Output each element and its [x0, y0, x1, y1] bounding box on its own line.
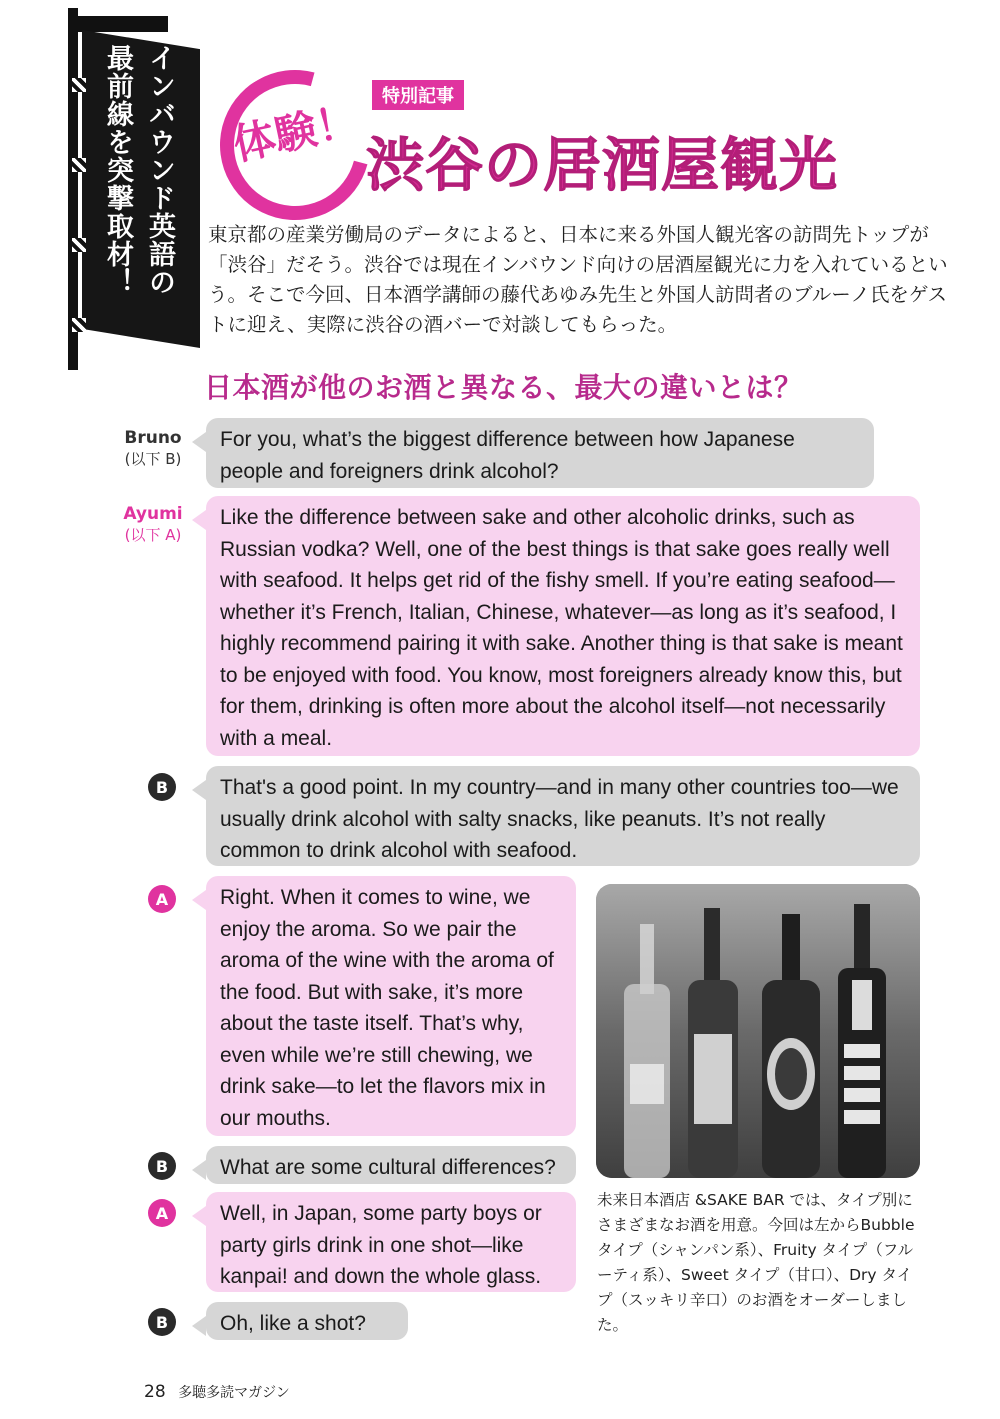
banner-ring — [72, 158, 86, 172]
page-title: 渋谷の居酒屋観光 — [366, 131, 839, 199]
title-label: 特別記事 — [372, 80, 464, 110]
speaker-badge-b: B — [148, 1152, 176, 1180]
speaker-name: Bruno — [124, 428, 182, 448]
title-taiken: 体験！ — [228, 95, 363, 170]
dialogue-bubble-7: Oh, like a shot? — [206, 1302, 408, 1340]
dialogue-bubble-5: What are some cultural differences? — [206, 1146, 576, 1184]
dialogue-bubble-4: Right. When it comes to wine, we enjoy the aroma. So we pair the aroma of the wine with the aroma of the food. But with sake, it’s more about the taste itself. That’s why, even while we’re still chewing, we drink sake—to let the flavors mix in our mouths. — [206, 876, 576, 1136]
bottles-illustration — [596, 884, 920, 1178]
dialogue-bubble-2: Like the difference between sake and other alcoholic drinks, such as Russian vodka? Well, one of the best things is that sake goes really well with seafood. It helps get rid of the fishy smell. If you’re eating seafood—whether it’s French, Italian, Chinese, whatever—as long as it’s seafood, I highly recommend pairing it with sake. Another thing is that sake is meant to be enjoyed with food. You know, most foreigners already know this, but for them, drinking is often more about the alcohol itself—not necessarily with a meal. — [206, 496, 920, 756]
speaker-label-bruno — [118, 428, 188, 469]
banner-ring — [72, 318, 86, 332]
speaker-badge-b: B — [148, 1308, 176, 1336]
intro-paragraph: 東京都の産業労働局のデータによると、日本に来る外国人観光客の訪問先トップが「渋谷」だそう。渋谷では現在インバウンド向けの居酒屋観光に力を入れているという。そこで今回、日本酒学講師の藤代あゆみ先生と外国人訪問者のブルーノ氏をゲストに迎え、実際に渋谷の酒バーで対談してもらった。 — [208, 223, 948, 336]
dialogue-bubble-6: Well, in Japan, some party boys or party girls drink in one shot—like kanpai! and down the whole glass. — [206, 1192, 576, 1292]
banner-line-1: インバウンド英語の — [144, 44, 175, 296]
speaker-abbrev: (以下 A) — [124, 526, 182, 544]
section-heading: 日本酒が他のお酒と異なる、最大の違いとは？ — [204, 371, 803, 404]
page-footer — [144, 1382, 290, 1402]
banner-top-bar — [68, 16, 168, 32]
banner-ring — [72, 238, 86, 252]
photo-caption: 未来日本酒店 &SAKE BAR では、タイプ別にさまざまなお酒を用意。今回は左からBubble タイプ（シャンパン系）、Fruity タイプ（フルーティ系）、Sweet タイプ（甘口）、Dry タイプ（スッキリ辛口）のお酒をオーダーしました。 — [597, 1191, 915, 1334]
dialogue-bubble-1: For you, what’s the biggest difference between how Japanese people and foreigners drink alcohol? — [206, 418, 874, 488]
speaker-badge-a: A — [148, 1199, 176, 1227]
banner — [68, 8, 206, 370]
magazine-name: 多聴多読マガジン — [178, 1385, 290, 1401]
banner-ring — [72, 78, 86, 92]
sake-bottles-photo — [596, 884, 920, 1178]
banner-line-2: 最前線を突撃取材！ — [102, 44, 133, 296]
speaker-abbrev: (以下 B) — [124, 450, 182, 468]
speaker-badge-b: B — [148, 773, 176, 801]
page-number: 28 — [144, 1382, 166, 1402]
banner-pole — [68, 8, 78, 370]
speaker-badge-a: A — [148, 885, 176, 913]
speaker-name: Ayumi — [123, 504, 183, 524]
dialogue-bubble-3: That's a good point. In my country—and in many other countries too—we usually drink alcohol with salty snacks, like peanuts. It’s not really common to drink alcohol with seafood. — [206, 766, 920, 866]
banner-cloth — [82, 30, 200, 348]
speaker-label-ayumi — [118, 504, 188, 545]
